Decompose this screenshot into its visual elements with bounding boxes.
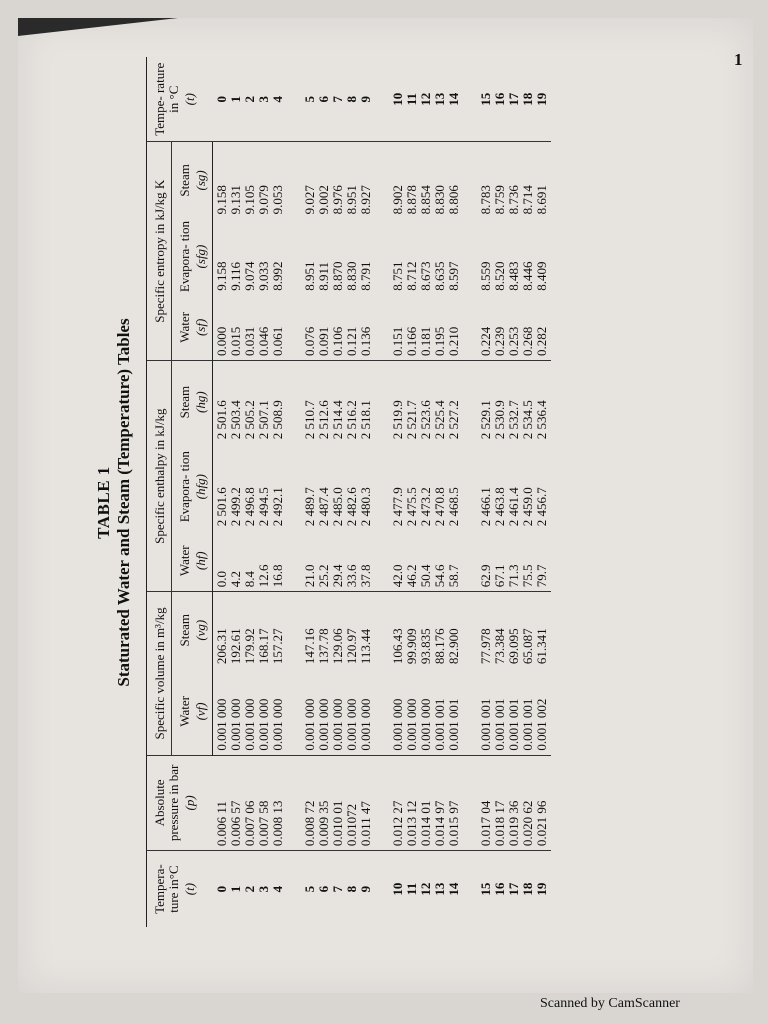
header-specific-enthalpy: Specific enthalpy in kJ/kg (147, 360, 172, 591)
cell-vg: 147.16 137.78 129.06 120.97 113.44 (302, 628, 373, 665)
cell-pressure: 0.017 04 0.018 17 0.019 36 0.020 62 0.021 96 (477, 755, 551, 850)
table-row-group (213, 57, 288, 927)
page-number: 1 (734, 50, 743, 69)
header-vg: Steam (vg) (172, 592, 213, 668)
cell-vf: 0.001 000 0.001 000 0.001 000 0.001 000 0.001 000 (213, 668, 288, 755)
cell-hfg: 2 489.7 2 487.4 2 485.0 2 482.6 2 480.3 (302, 487, 373, 527)
table-subtitle: Staturated Water and Steam (Temperature) Tables (114, 318, 133, 687)
cell-vf: 0.001 001 0.001 001 0.001 001 0.001 001 0.001 002 (477, 668, 551, 755)
header-pressure: Absolute pressure in bar (p) (147, 755, 213, 850)
row-spacer (287, 57, 301, 927)
cell-hfg: 2 477.9 2 475.5 2 473.2 2 470.8 2 468.5 (390, 487, 461, 527)
cell-temperature-right: 5 6 7 8 9 (301, 57, 375, 142)
cell-temperature: 15 16 17 18 19 (478, 882, 549, 896)
header-sf: Water (sf) (172, 295, 213, 361)
cell-hfg: 2 501.6 2 499.2 2 496.8 2 494.5 2 492.1 (214, 487, 285, 527)
rotated-content (38, 30, 758, 975)
cell-sf: 0.000 0.015 0.031 0.046 0.061 (213, 295, 288, 361)
cell-sfg: 9.158 9.116 9.074 9.033 8.992 (214, 261, 285, 291)
cell-pressure: 0.012 27 0.013 12 0.014 01 0.014 97 0.015 97 (389, 755, 463, 850)
table-row-group (301, 57, 375, 927)
scanned-page (18, 18, 753, 993)
cell-temperature: 5 6 7 8 9 (302, 885, 373, 893)
row-spacer (375, 57, 389, 927)
cell-pressure: 0.008 72 0.009 35 0.010 01 0.01072 0.011 47 (301, 755, 375, 850)
header-hg: Steam (hg) (172, 360, 213, 443)
header-hf: Water (hf) (172, 530, 213, 592)
cell-hg: 2 501.6 2 503.4 2 505.2 2 507.1 2 508.9 (214, 400, 285, 440)
header-temperature-right: Tempe- rature in °C (t) (147, 57, 213, 142)
table-title: TABLE 1 (94, 466, 113, 539)
cell-sg: 8.783 8.759 8.736 8.714 8.691 (478, 185, 549, 215)
cell-pressure: 0.006 11 0.006 57 0.007 06 0.007 58 0.008 13 (213, 755, 288, 850)
cell-hf: 62.9 67.1 71.3 75.5 79.7 (477, 530, 551, 592)
cell-hf: 0.0 4.2 8.4 12.6 16.8 (213, 530, 288, 592)
cell-vg: 106.43 99.909 93.835 88.176 82.900 (390, 628, 461, 665)
cell-vg: 77.978 73.384 69.095 65.087 61.341 (478, 628, 549, 665)
row-spacer (463, 57, 477, 927)
cell-hf: 42.0 46.2 50.4 54.6 58.7 (389, 530, 463, 592)
cell-hf: 21.0 25.2 29.4 33.6 37.8 (301, 530, 375, 592)
header-specific-entropy: Specific entropy in kJ/kg K (147, 142, 172, 361)
cell-hg: 2 510.7 2 512.6 2 514.4 2 516.2 2 518.1 (302, 400, 373, 440)
header-temperature: Tempera- ture in°C (t) (147, 851, 213, 927)
header-specific-volume: Specific volume in m³/kg (147, 592, 172, 755)
cell-temperature: 10 11 12 13 14 (390, 882, 461, 896)
cell-vg: 206.31 192.61 179.92 168.17 157.27 (214, 628, 285, 665)
cell-sf: 0.151 0.166 0.181 0.195 0.210 (389, 295, 463, 361)
table-row-group (389, 57, 463, 927)
rotated-content-frame (38, 30, 758, 975)
cell-sfg: 8.751 8.712 8.673 8.635 8.597 (390, 261, 461, 291)
header-vf: Water (vf) (172, 668, 213, 755)
cell-hfg: 2 466.1 2 463.8 2 461.4 2 459.0 2 456.7 (478, 487, 549, 527)
cell-vf: 0.001 000 0.001 000 0.001 000 0.001 000 0.001 000 (301, 668, 375, 755)
header-sg: Steam (sg) (172, 142, 213, 218)
cell-temperature-right: 0 1 2 3 4 (213, 57, 288, 142)
cell-vf: 0.001 000 0.001 000 0.001 000 0.001 001 0.001 001 (389, 668, 463, 755)
header-hfg: Evapora- tion (hfg) (172, 443, 213, 530)
table-row-group (477, 57, 551, 927)
cell-temperature-right: 15 16 17 18 19 (477, 57, 551, 142)
cell-sf: 0.224 0.239 0.253 0.268 0.282 (477, 295, 551, 361)
cell-sfg: 8.559 8.520 8.483 8.446 8.409 (478, 261, 549, 291)
scanner-footer: Scanned by CamScanner (540, 996, 680, 1011)
cell-temperature-right: 10 11 12 13 14 (389, 57, 463, 142)
cell-hg: 2 519.9 2 521.7 2 523.6 2 525.4 2 527.2 (390, 400, 461, 440)
cell-temperature: 0 1 2 3 4 (213, 885, 285, 893)
header-sfg: Evapora- tion (sfg) (172, 218, 213, 294)
cell-sfg: 8.951 8.911 8.870 8.830 8.791 (302, 261, 373, 291)
cell-sg: 9.027 9.002 8.976 8.951 8.927 (302, 185, 373, 215)
steam-table (146, 57, 551, 927)
cell-sg: 8.902 8.878 8.854 8.830 8.806 (390, 185, 461, 215)
cell-hg: 2 529.1 2 530.9 2 532.7 2 534.5 2 536.4 (478, 400, 549, 440)
cell-sf: 0.076 0.091 0.106 0.121 0.136 (301, 295, 375, 361)
cell-sg: 9.158 9.131 9.105 9.079 9.053 (214, 185, 285, 215)
